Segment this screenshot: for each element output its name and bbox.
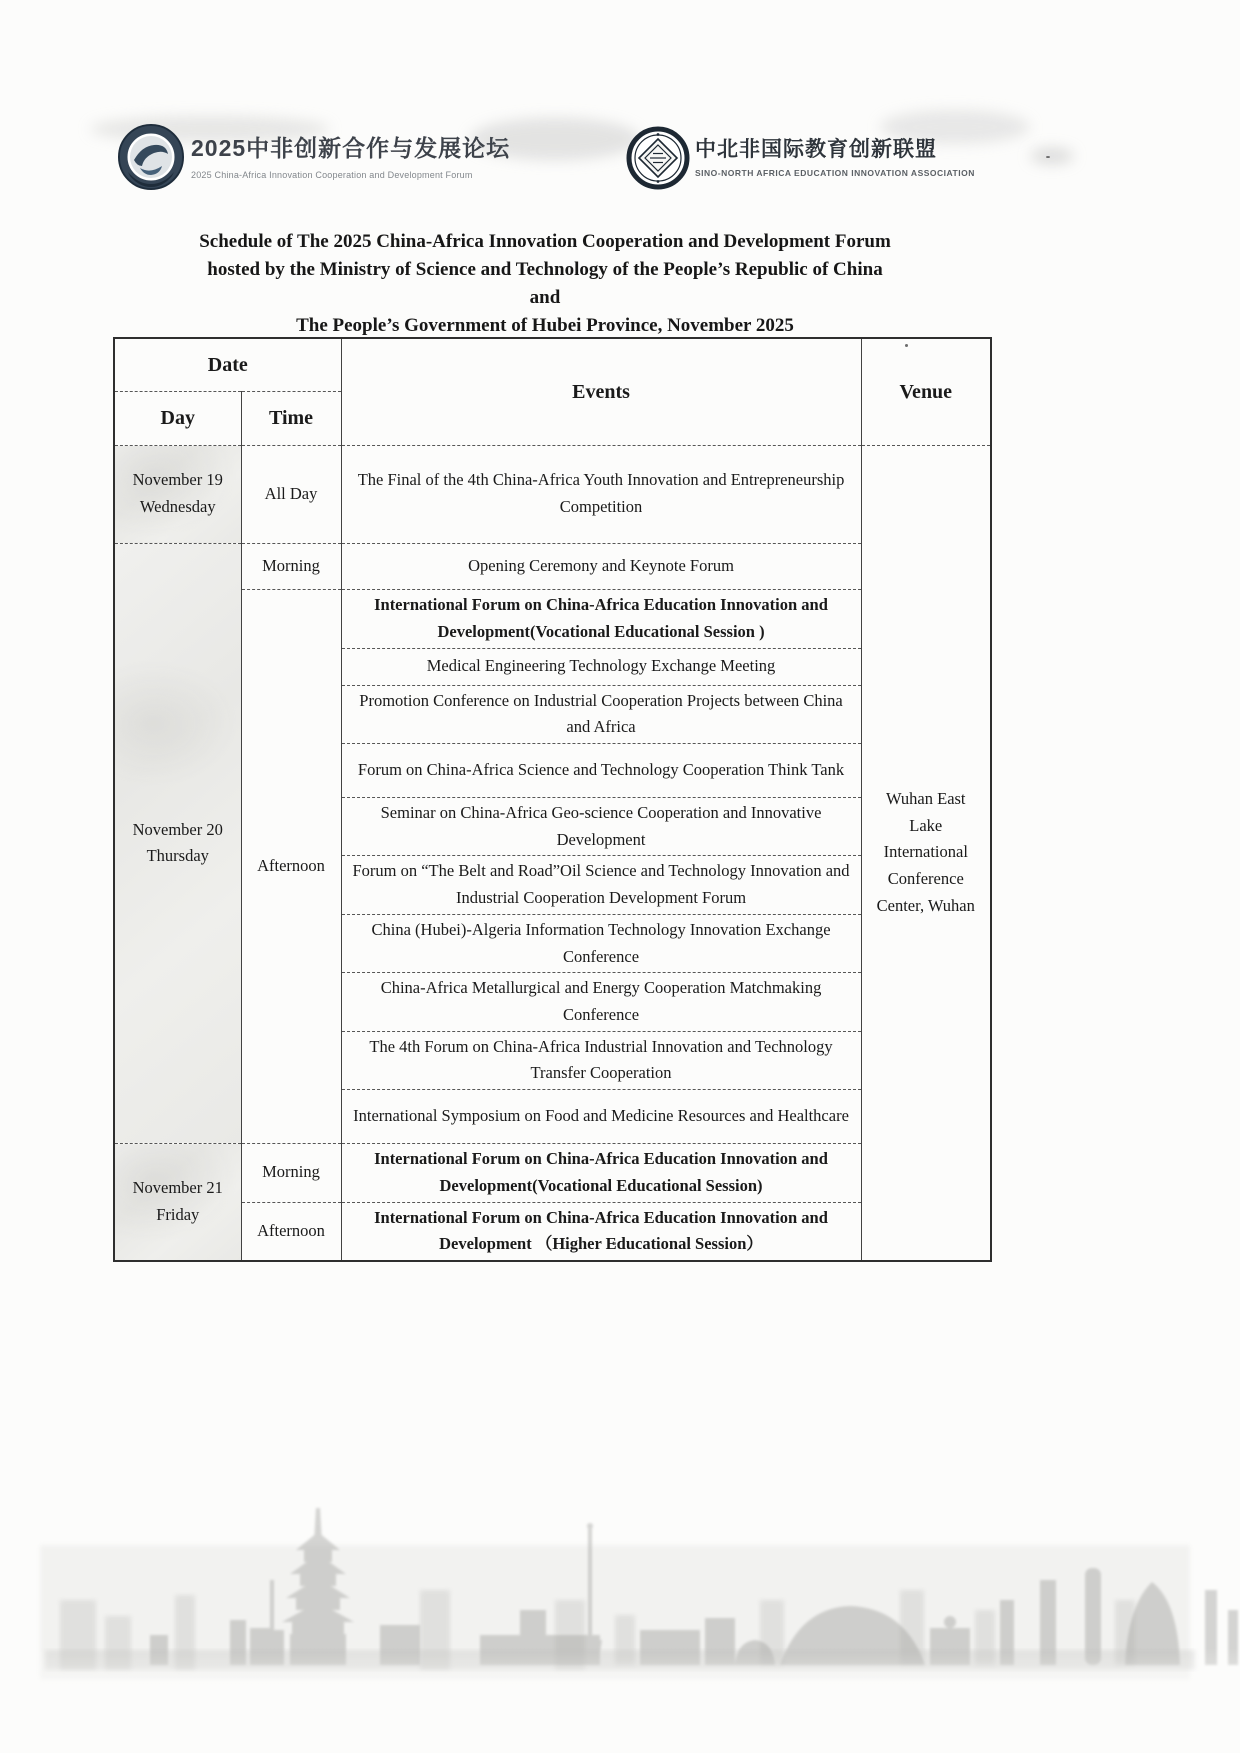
time-cell-allday: All Day bbox=[241, 445, 341, 543]
event-cell: Forum on “The Belt and Road”Oil Science and Technology Innovation and Industrial Cooperation Development Forum bbox=[341, 856, 861, 914]
date-text: November 21 bbox=[132, 1178, 223, 1198]
header-time: Time bbox=[241, 391, 341, 445]
event-cell: China (Hubei)-Algeria Information Technology Innovation Exchange Conference bbox=[341, 914, 861, 972]
title-line-4: The People’s Government of Hubei Province, November 2025 bbox=[296, 315, 794, 336]
date-text: November 20 bbox=[132, 819, 223, 839]
weekday-text: Wednesday bbox=[139, 497, 216, 516]
title-line-3: and bbox=[529, 287, 561, 308]
schedule-table bbox=[113, 337, 992, 1262]
time-cell-afternoon: Afternoon bbox=[241, 589, 341, 1144]
forum-logo bbox=[191, 130, 510, 180]
event-cell: International Forum on China-Africa Education Innovation and Development(Vocational Educational Session) bbox=[341, 1144, 861, 1202]
event-cell: Forum on China-Africa Science and Technology Cooperation Think Tank bbox=[341, 743, 861, 797]
event-cell: International Symposium on Food and Medicine Resources and Healthcare bbox=[341, 1090, 861, 1144]
header-date: Date bbox=[114, 338, 341, 391]
event-cell: Seminar on China-Africa Geo-science Cooperation and Innovative Development bbox=[341, 797, 861, 855]
event-cell: China-Africa Metallurgical and Energy Cooperation Matchmaking Conference bbox=[341, 973, 861, 1031]
event-cell: International Forum on China-Africa Education Innovation and Development （Higher Educational Session） bbox=[341, 1202, 861, 1261]
forum-logo-title: 2025中非创新合作与发展论坛 bbox=[191, 135, 511, 161]
association-cap-emblem-icon bbox=[626, 126, 690, 190]
association-logo-subtitle: SINO-NORTH AFRICA EDUCATION INNOVATION ASSOCIATION bbox=[695, 168, 975, 178]
date-cell-nov19 bbox=[114, 445, 241, 543]
venue-cell: Wuhan East Lake International Conference Center, Wuhan bbox=[861, 445, 991, 1261]
event-cell: Medical Engineering Technology Exchange Meeting bbox=[341, 648, 861, 685]
time-cell-afternoon: Afternoon bbox=[241, 1202, 341, 1261]
document-title bbox=[120, 228, 970, 340]
header-venue: Venue bbox=[861, 338, 991, 445]
event-cell: International Forum on China-Africa Education Innovation and Development(Vocational Educational Session ) bbox=[341, 589, 861, 648]
event-cell: The Final of the 4th China-Africa Youth Innovation and Entrepreneurship Competition bbox=[341, 445, 861, 543]
header-events: Events bbox=[341, 338, 861, 445]
association-logo bbox=[695, 133, 975, 178]
event-cell: Opening Ceremony and Keynote Forum bbox=[341, 543, 861, 589]
weekday-text: Friday bbox=[156, 1205, 200, 1225]
event-cell: The 4th Forum on China-Africa Industrial Innovation and Technology Transfer Cooperation bbox=[341, 1031, 861, 1089]
scan-smudge bbox=[1030, 148, 1074, 164]
date-cell-nov21 bbox=[114, 1144, 241, 1261]
time-cell-morning: Morning bbox=[241, 1144, 341, 1202]
association-logo-title: 中北非国际教育创新联盟 bbox=[695, 138, 937, 161]
event-cell: Promotion Conference on Industrial Cooperation Projects between China and Africa bbox=[341, 685, 861, 743]
time-cell-morning: Morning bbox=[241, 543, 341, 589]
date-cell-nov20 bbox=[114, 543, 241, 1144]
forum-logo-subtitle: 2025 China-Africa Innovation Cooperation and Development Forum bbox=[191, 170, 473, 180]
forum-globe-emblem-icon bbox=[116, 122, 186, 192]
city-skyline-watermark bbox=[0, 1450, 1240, 1720]
header-day: Day bbox=[114, 391, 241, 445]
title-line-2: hosted by the Ministry of Science and Technology of the People’s Republic of China bbox=[207, 259, 883, 280]
title-line-1: Schedule of The 2025 China-Africa Innovation Cooperation and Development Forum bbox=[199, 231, 891, 252]
date-text: November 19 bbox=[132, 470, 223, 490]
weekday-text: Thursday bbox=[146, 846, 209, 866]
scan-speck bbox=[1046, 156, 1050, 158]
